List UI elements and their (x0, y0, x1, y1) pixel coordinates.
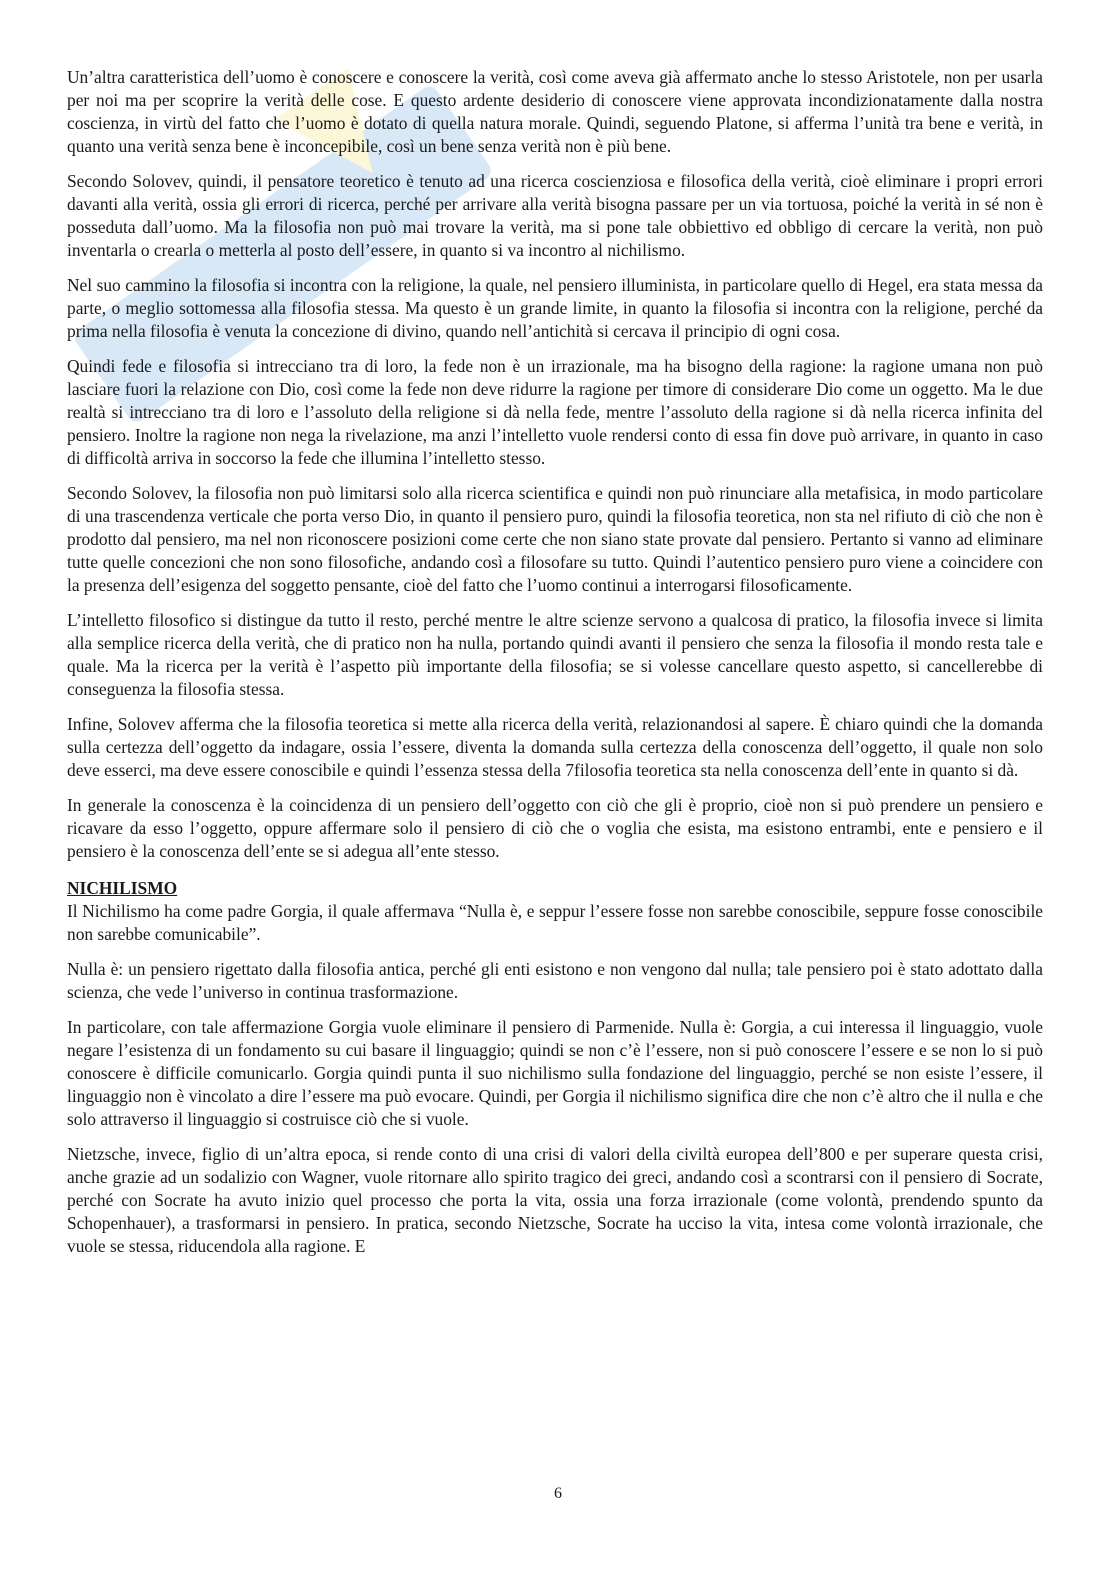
paragraph: Nulla è: un pensiero rigettato dalla filosofia antica, perché gli enti esistono e non vengono dal nulla; tale pensiero poi è stato adottato dalla scienza, che vede l’universo in continua trasformazione. (67, 959, 1043, 1002)
paragraph: Secondo Solovev, quindi, il pensatore teoretico è tenuto ad una ricerca coscienziosa e filosofica della verità, cioè eliminare i propri errori davanti alla verità, ossia gli errori di ricerca, perché per arrivare alla verità bisogna passare per un via tortuosa, poiché la verità in sé non è posseduta dall’uomo. Ma la filosofia non può mai trovare la verità, ma si pone tale obbiettivo ed obbligo di cercare la verità, non può inventarla o crearla o metterla al posto dell’essere, in quanto si va incontro al nichilismo. (67, 171, 1043, 260)
paragraph: In particolare, con tale affermazione Gorgia vuole eliminare il pensiero di Parmenide. Nulla è: Gorgia, a cui interessa il linguaggio, vuole negare l’esistenza di un fondamento su cui basare il linguaggio; quindi se non c’è l’essere, non si può conoscere l’essere e se non lo si può conoscere è difficile comunicarlo. Gorgia quindi punta il suo nichilismo sulla fondazione del linguaggio, perché se non esiste l’essere, il linguaggio non è vincolato a dire l’essere ma può evocare. Quindi, per Gorgia il nichilismo significa dire che non c’è altro che il nulla e che solo attraverso il linguaggio si costruisce ciò che si vuole. (67, 1017, 1043, 1129)
paragraph: Quindi fede e filosofia si intrecciano tra di loro, la fede non è un irrazionale, ma ha bisogno della ragione: la ragione umana non può lasciare fuori la relazione con Dio, così come la fede non deve ridurre la ragione per timore di considerare Dio come un oggetto. Ma le due realtà si intrecciano tra di loro e l’assoluto della religione si dà nella fede, mentre l’assoluto della ragione si dà nella ricerca infinita del pensiero. Inoltre la ragione non nega la rivelazione, ma anzi l’intelletto vuole rendersi conto di essa fin dove può arrivare, in quanto in caso di difficoltà arriva in soccorso la fede che illumina l’intelletto stesso. (67, 356, 1043, 468)
paragraph: Nietzsche, invece, figlio di un’altra epoca, si rende conto di una crisi di valori della civiltà europea dell’800 e per superare questa crisi, anche grazie ad un sodalizio con Wagner, vuole ritornare allo spirito tragico dei greci, andando così a scontrarsi con il pensiero di Socrate, perché con Socrate ha avuto inizio quel processo che porta la vita, ossia una forza irrazionale (come volontà, prendendo spunto da Schopenhauer), a trasformarsi in pensiero. In pratica, secondo Nietzsche, Socrate ha ucciso la vita, intesa come volontà irrazionale, che vuole se stessa, riducendola alla ragione. E (67, 1144, 1043, 1256)
paragraph: Il Nichilismo ha come padre Gorgia, il quale affermava “Nulla è, e seppur l’essere fosse non sarebbe conoscibile, seppure fosse conoscibile non sarebbe comunicabile”. (67, 901, 1043, 944)
paragraph: L’intelletto filosofico si distingue da tutto il resto, perché mentre le altre scienze servono a qualcosa di pratico, la filosofia invece si limita alla semplice ricerca della verità, che di pratico non ha nulla, portando quindi avanti il pensiero che senza la filosofia il mondo resta tale e quale. Ma la ricerca per la verità è l’aspetto più importante della filosofia; se si volesse cancellare questo aspetto, si cancellerebbe di conseguenza la filosofia stessa. (67, 610, 1043, 699)
paragraph: Secondo Solovev, la filosofia non può limitarsi solo alla ricerca scientifica e quindi non può rinunciare alla metafisica, in modo particolare di una trascendenza verticale che porta verso Dio, in quanto il pensiero puro, quindi la filosofia teoretica, non sta nel rifiuto di ciò che non è prodotto dal pensiero, ma nel non riconoscere posizioni come certe che non siano state provate dal pensiero. Pertanto si vanno ad eliminare tutte quelle concezioni che non sono filosofiche, andando così a filosofare su tutto. Quindi l’autentico pensiero puro viene a coincidere con la presenza dell’esigenza del soggetto pensante, cioè del fatto che l’uomo continui a interrogarsi filosoficamente. (67, 483, 1043, 595)
paragraph: Un’altra caratteristica dell’uomo è conoscere e conoscere la verità, così come aveva già affermato anche lo stesso Aristotele, non per usarla per noi ma per scoprire la verità delle cose. E questo ardente desiderio di conoscere viene approvata incondizionatamente dalla nostra coscienza, in virtù del fatto che l’uomo è dotato di quella natura morale. Quindi, seguendo Platone, si afferma l’unità tra bene e verità, in quanto una verità senza bene è inconcepibile, così un bene senza verità non è più bene. (67, 67, 1043, 156)
paragraph: In generale la conoscenza è la coincidenza di un pensiero dell’oggetto con ciò che gli è proprio, cioè non si può prendere un pensiero e ricavare da esso l’oggetto, oppure affermare solo il pensiero di ciò che o voglia che esista, ma esistono entrambi, ente e pensiero e il pensiero è la conoscenza dell’ente se si adegua all’ente stesso. (67, 795, 1043, 861)
document-page (67, 66, 1043, 1270)
page-number: 6 (554, 1485, 562, 1502)
section-heading: NICHILISMO (67, 878, 178, 898)
paragraph: Infine, Solovev afferma che la filosofia teoretica si mette alla ricerca della verità, relazionandosi al sapere. È chiaro quindi che la domanda sulla certezza dell’oggetto da indagare, ossia l’essere, diventa la domanda sulla certezza della conoscenza dell’oggetto, il quale non solo deve esserci, ma deve essere conoscibile e quindi l’essenza stessa della 7filosofia teoretica sta nella conoscenza dell’ente in quanto si dà. (67, 714, 1043, 780)
paragraph: Nel suo cammino la filosofia si incontra con la religione, la quale, nel pensiero illuminista, in particolare quello di Hegel, era stata messa da parte, o meglio sottomessa alla filosofia stessa. Ma questo è un grande limite, in quanto la filosofia si incontra con la religione, perché da prima nella filosofia è venuta la concezione di divino, quando nell’antichità si cercava il principio di ogni cosa. (67, 275, 1043, 341)
